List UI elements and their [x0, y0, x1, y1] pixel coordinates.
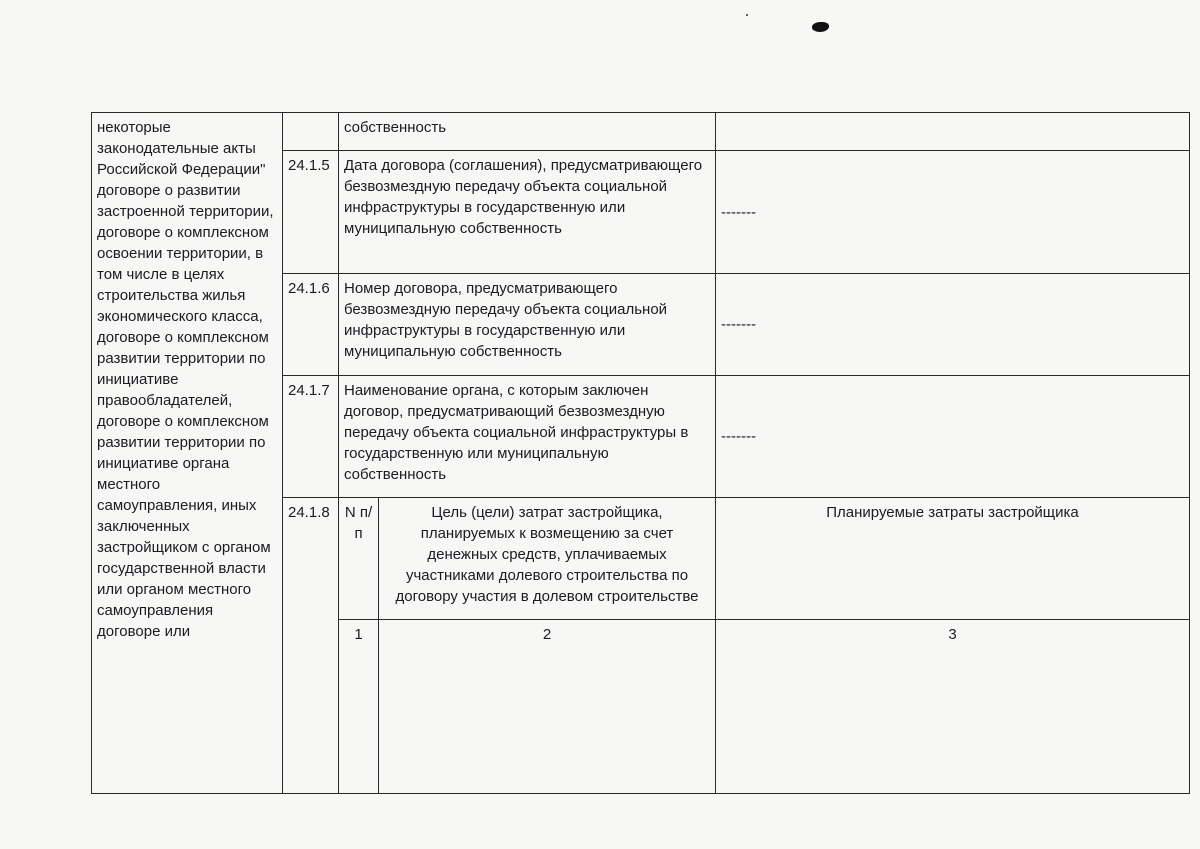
row-number: 24.1.5 — [283, 151, 339, 274]
scan-dot — [746, 14, 748, 16]
row-label: Наименование органа, с которым заключен договор, предусматривающий безвозмездную передачу объекта социальной инфраструктуры в государственную или муниципальную собственность — [339, 376, 716, 498]
row-value — [716, 113, 1190, 151]
document-table — [91, 112, 1190, 794]
subtable-header-num: N п/п — [339, 498, 379, 620]
row-value: ------- — [716, 274, 1190, 376]
scan-speck — [812, 22, 829, 32]
subtable-index-1: 1 — [339, 620, 379, 794]
row-value: ------- — [716, 151, 1190, 274]
row-number — [283, 113, 339, 151]
subtable-header-purpose: Цель (цели) затрат застройщика, планируемых к возмещению за счет денежных средств, уплачиваемых участниками долевого строительства по договору участия в долевом строительстве — [379, 498, 716, 620]
row-label: Номер договора, предусматривающего безвозмездную передачу объекта социальной инфраструктуры в государственную или муниципальную собственность — [339, 274, 716, 376]
row-number: 24.1.7 — [283, 376, 339, 498]
row-label: собственность — [339, 113, 716, 151]
subtable-index-2: 2 — [379, 620, 716, 794]
row-label: Дата договора (соглашения), предусматривающего безвозмездную передачу объекта социальной инфраструктуры в государственную или муниципальную собственность — [339, 151, 716, 274]
subtable-index-3: 3 — [716, 620, 1190, 794]
subtable-header-planned: Планируемые затраты застройщика — [716, 498, 1190, 620]
row-value: ------- — [716, 376, 1190, 498]
row-number: 24.1.6 — [283, 274, 339, 376]
row-number: 24.1.8 — [283, 498, 339, 794]
left-column-cell: некоторые законодательные акты Российской Федерации" договоре о развитии застроенной территории, договоре о комплексном освоении территории, в том числе в целях строительства жилья экономического класса, договоре о комплексном развитии территории по инициативе правообладателей, договоре о комплексном развитии территории по инициативе органа местного самоуправления, иных заключенных застройщиком с органом государственной власти или органом местного самоуправления договоре или — [92, 113, 283, 794]
table-row — [92, 113, 1190, 151]
